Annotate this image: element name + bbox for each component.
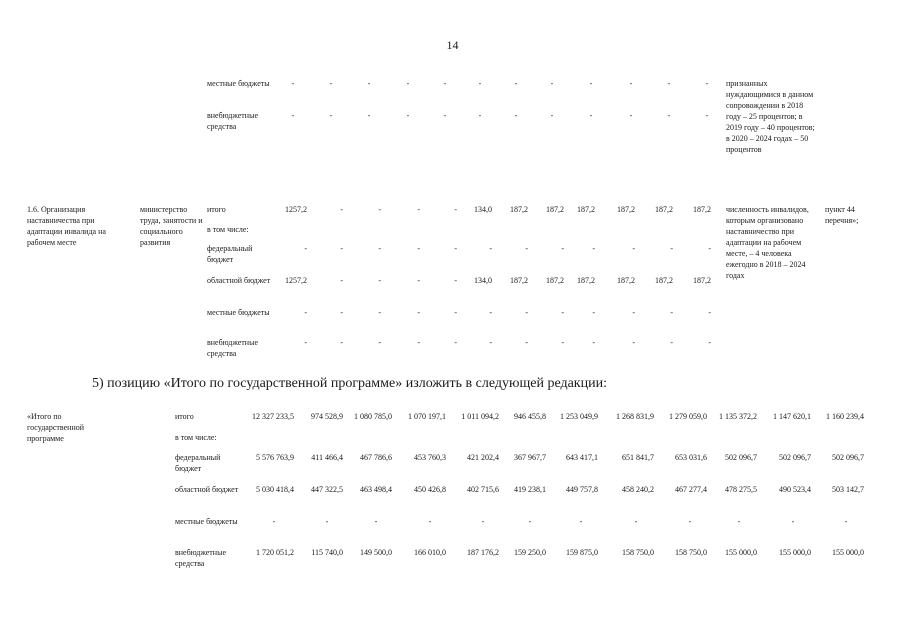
cell-value: - <box>708 338 711 347</box>
cell-value: - <box>454 276 457 285</box>
cell-value: - <box>561 244 564 253</box>
cell-value: 449 757,8 <box>566 485 598 494</box>
cell-value: - <box>329 79 333 88</box>
cell-value: 467 786,6 <box>360 453 392 462</box>
cell-value: 158 750,0 <box>675 548 707 557</box>
cell-value: 421 202,4 <box>467 453 499 462</box>
cell-value: 187,2 <box>655 205 673 214</box>
cell-value: 1 160 239,4 <box>826 412 864 421</box>
row-label: областной бюджет <box>207 276 271 285</box>
cell-value: - <box>632 244 635 253</box>
cell-value: 187,2 <box>655 276 673 285</box>
cell-value: - <box>454 338 457 347</box>
cell-value: 367 967,7 <box>514 453 546 462</box>
cell-value: - <box>443 79 447 88</box>
cell-value: 478 275,5 <box>725 485 757 494</box>
cell-value: 158 750,0 <box>622 548 654 557</box>
cell-value: - <box>629 111 633 120</box>
row-label: внебюджетные средства <box>175 548 226 568</box>
cell-value: 450 426,8 <box>414 485 446 494</box>
cell-value: - <box>670 338 673 347</box>
cell-value: 458 240,2 <box>622 485 654 494</box>
cell-value: - <box>378 338 381 347</box>
cell-value: - <box>340 205 343 214</box>
row-label: внебюджетные средства <box>207 111 258 131</box>
cell-value: 187,2 <box>693 276 711 285</box>
cell-value: - <box>589 79 593 88</box>
cell-value: - <box>634 517 638 526</box>
row-label: итого <box>207 205 226 214</box>
cell-value: - <box>417 276 420 285</box>
cell-value: 643 417,1 <box>566 453 598 462</box>
cell-value: 187,2 <box>693 205 711 214</box>
cell-value: 974 528,9 <box>311 412 343 421</box>
cell-value: 5 576 763,9 <box>256 453 294 462</box>
cell-value: - <box>417 205 420 214</box>
cell-value: - <box>589 111 593 120</box>
cell-total: 1257,2 <box>285 276 307 285</box>
cell-value: 490 523,4 <box>779 485 811 494</box>
row-label: в том числе: <box>175 433 217 442</box>
cell-value: - <box>325 517 329 526</box>
cell-value: - <box>528 517 532 526</box>
indicator-text: признанных нуждающимися в данном сопровождении в 2018 году – 25 процентов; в 2019 году – 40 процентов; в 2020 – 2024 годах – 50 процентов <box>726 79 815 154</box>
row-label: местные бюджеты <box>175 517 238 526</box>
cell-value: 1 720 051,2 <box>256 548 294 557</box>
cell-value: 463 498,4 <box>360 485 392 494</box>
row-label: итого <box>175 412 194 421</box>
cell-total: - <box>304 308 307 317</box>
cell-value: 5 030 418,4 <box>256 485 294 494</box>
cell-value: - <box>737 517 741 526</box>
cell-value: 1 279 059,0 <box>669 412 707 421</box>
reference-text: пункт 44 перечня»; <box>825 205 859 225</box>
cell-value: - <box>481 517 485 526</box>
cell-value: - <box>443 111 447 120</box>
cell-value: - <box>525 244 528 253</box>
cell-value: 155 000,0 <box>832 548 864 557</box>
cell-total: - <box>304 338 307 347</box>
cell-value: - <box>705 111 709 120</box>
row-label: в том числе: <box>207 225 249 234</box>
cell-value: 402 715,6 <box>467 485 499 494</box>
cell-value: 187,2 <box>510 276 528 285</box>
cell-value: - <box>708 308 711 317</box>
cell-value: - <box>525 308 528 317</box>
row-label: федеральный бюджет <box>175 453 221 473</box>
row-label: областной бюджет <box>175 485 239 494</box>
cell-value: 502 096,7 <box>725 453 757 462</box>
cell-value: - <box>340 244 343 253</box>
cell-value: 187,2 <box>577 205 595 214</box>
cell-value: 467 277,4 <box>675 485 707 494</box>
cell-value: - <box>272 517 276 526</box>
cell-value: - <box>454 244 457 253</box>
cell-value: - <box>561 338 564 347</box>
cell-value: - <box>367 79 371 88</box>
cell-value: 502 096,7 <box>832 453 864 462</box>
cell-value: - <box>670 308 673 317</box>
row-label: местные бюджеты <box>207 79 270 88</box>
cell-value: - <box>489 244 492 253</box>
cell-value: 159 875,0 <box>566 548 598 557</box>
cell-value: - <box>378 308 381 317</box>
cell-value: - <box>514 79 518 88</box>
cell-value: - <box>329 111 333 120</box>
row-label: внебюджетные средства <box>207 338 258 358</box>
cell-total: - <box>304 244 307 253</box>
cell-value: - <box>417 244 420 253</box>
cell-value: 1 011 094,2 <box>461 412 499 421</box>
cell-total: 1257,2 <box>285 205 307 214</box>
cell-value: - <box>454 205 457 214</box>
cell-value: 1 268 831,9 <box>616 412 654 421</box>
cell-value: - <box>550 79 554 88</box>
cell-value: 447 322,5 <box>311 485 343 494</box>
cell-value: - <box>291 79 295 88</box>
cell-value: 155 000,0 <box>779 548 811 557</box>
cell-value: 134,0 <box>474 276 492 285</box>
cell-value: - <box>550 111 554 120</box>
cell-value: - <box>478 79 482 88</box>
executor-name: министерство труда, занятости и социального развития <box>140 205 203 247</box>
cell-value: - <box>629 79 633 88</box>
cell-value: - <box>378 276 381 285</box>
cell-value: 187,2 <box>546 205 564 214</box>
cell-value: 166 010,0 <box>414 548 446 557</box>
cell-value: 187,2 <box>577 276 595 285</box>
cell-value: 155 000,0 <box>725 548 757 557</box>
cell-value: - <box>592 308 595 317</box>
total-name: «Итого по государственной программе <box>27 412 85 443</box>
cell-value: 1 070 197,1 <box>408 412 446 421</box>
cell-value: - <box>406 79 410 88</box>
cell-value: - <box>406 111 410 120</box>
cell-value: 12 327 233,5 <box>252 412 294 421</box>
cell-value: - <box>428 517 432 526</box>
cell-value: - <box>844 517 848 526</box>
item-name: 1.6. Организация наставничества при адаптации инвалида на рабочем месте <box>27 205 106 247</box>
cell-value: 115 740,0 <box>311 548 343 557</box>
cell-value: 502 096,7 <box>779 453 811 462</box>
cell-value: 1 135 372,2 <box>719 412 757 421</box>
cell-value: - <box>632 308 635 317</box>
cell-value: - <box>340 338 343 347</box>
cell-value: 653 031,6 <box>675 453 707 462</box>
cell-value: - <box>670 244 673 253</box>
cell-value: - <box>340 276 343 285</box>
cell-value: - <box>592 244 595 253</box>
cell-value: 411 466,4 <box>311 453 343 462</box>
cell-value: 946 455,8 <box>514 412 546 421</box>
cell-value: - <box>454 308 457 317</box>
cell-value: - <box>688 517 692 526</box>
cell-value: - <box>791 517 795 526</box>
cell-value: - <box>525 338 528 347</box>
cell-value: 159 250,0 <box>514 548 546 557</box>
cell-value: 187,2 <box>546 276 564 285</box>
cell-value: 149 500,0 <box>360 548 392 557</box>
cell-value: - <box>340 308 343 317</box>
cell-value: - <box>417 308 420 317</box>
cell-value: - <box>374 517 378 526</box>
cell-value: - <box>632 338 635 347</box>
cell-value: - <box>417 338 420 347</box>
cell-value: - <box>705 79 709 88</box>
cell-value: 187,2 <box>617 205 635 214</box>
cell-value: - <box>367 111 371 120</box>
cell-value: 503 142,7 <box>832 485 864 494</box>
amendment-heading: 5) позицию «Итого по государственной программе» изложить в следующей редакции: <box>92 376 607 391</box>
cell-value: - <box>514 111 518 120</box>
indicator-text: численность инвалидов, которым организовано наставничество при адаптации на рабочем месте, – 4 человека ежегодно в 2018 – 2024 годах <box>726 205 809 280</box>
cell-value: 1 253 049,9 <box>560 412 598 421</box>
cell-value: 1 080 785,0 <box>354 412 392 421</box>
cell-value: 187,2 <box>510 205 528 214</box>
cell-value: - <box>291 111 295 120</box>
cell-value: - <box>667 79 671 88</box>
cell-value: - <box>708 244 711 253</box>
cell-value: - <box>489 308 492 317</box>
cell-value: 419 238,1 <box>514 485 546 494</box>
cell-value: - <box>378 205 381 214</box>
row-label: местные бюджеты <box>207 308 270 317</box>
cell-value: 134,0 <box>474 205 492 214</box>
cell-value: - <box>667 111 671 120</box>
cell-value: 651 841,7 <box>622 453 654 462</box>
cell-value: - <box>489 338 492 347</box>
cell-value: 187 176,2 <box>467 548 499 557</box>
cell-value: 453 760,3 <box>414 453 446 462</box>
cell-value: 187,2 <box>617 276 635 285</box>
cell-value: - <box>579 517 583 526</box>
cell-value: - <box>561 308 564 317</box>
cell-value: - <box>592 338 595 347</box>
row-label: федеральный бюджет <box>207 244 253 264</box>
cell-value: 1 147 620,1 <box>773 412 811 421</box>
cell-value: - <box>378 244 381 253</box>
page-number: 14 <box>446 38 459 52</box>
cell-value: - <box>478 111 482 120</box>
